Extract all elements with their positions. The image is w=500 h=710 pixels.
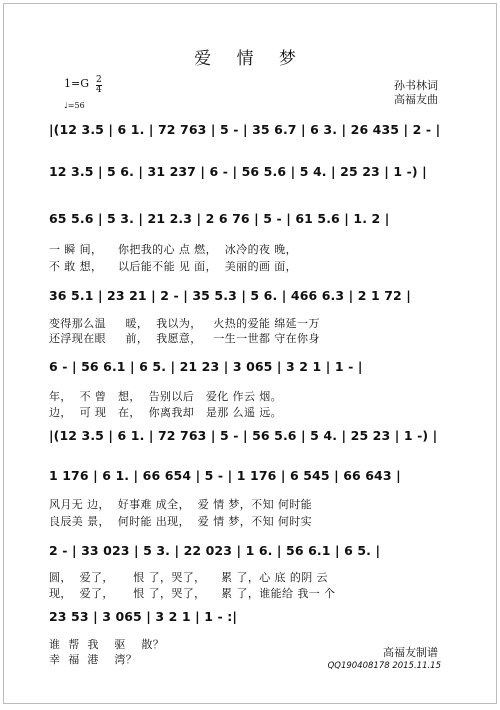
composer-credit: 高福友曲 [394,93,438,106]
score-line-5: 6 - | 56 6.1 | 6 5. | 21 23 | 3 065 | 3 2 1 | 1 - | [49,359,363,374]
score-line-1: |(12 3.5 | 6 1. | 72 763 | 5 - | 35 6.7 | 6 3. | 26 435 | 2 - | [49,122,441,137]
time-denominator: 4 [96,85,102,95]
score-line-6: |(12 3.5 | 6 1. | 72 763 | 5 - | 56 5.6 | 5 4. | 25 23 | 1 -) | [49,428,438,443]
lyrics-line-3b: 不 敢 想， 以后能不能 见 面， 美丽的画 面， [49,260,298,273]
score-line-9: 23 53 | 3 065 | 3 2 1 | 1 - :| [49,609,238,624]
lyrics-line-7b: 良辰美 景， 何时能 出现， 爱 情 梦，不知 何时实 [49,515,313,528]
lyrics-line-4a: 变得那么温 暖， 我以为， 火热的爱能 绵延一万 [49,317,320,330]
score-line-2: 12 3.5 | 5 6. | 31 237 | 6 - | 56 5.6 | 5 4. | 25 23 | 1 -) | [49,164,427,179]
lyrics-line-8b: 现， 爱了， 恨 了，哭了， 累 了，谁能给 我一 个 [49,587,336,600]
score-line-4: 36 5.1 | 23 21 | 2 - | 35 5.3 | 5 6. | 466 6.3 | 2 1 72 | [49,288,411,303]
lyrics-line-5a: 年， 不 曾 想， 告别以后 爱化 作云 烟。 [49,390,283,403]
lyricist-credit: 孙书林词 [394,79,438,92]
lyrics-line-7a: 风月无 边， 好事难 成全， 爱 情 梦，不知 何时能 [49,498,313,511]
score-line-3: 65 5.6 | 5 3. | 21 2.3 | 2 6 76 | 5 - | 61 5.6 | 1. 2 | [49,211,390,226]
lyrics-line-4b: 还浮现在眼 前， 我愿意， 一生一世都 守在你身 [49,332,320,345]
tempo-mark: ♩=56 [64,101,85,110]
lyrics-line-9b: 幸 福 港 湾？ [49,653,138,666]
score-maker: 高福友制谱 [383,646,438,659]
score-sheet [3,3,497,704]
key-signature: 1=G [64,77,90,90]
score-line-7: 1 176 | 6 1. | 66 654 | 5 - | 1 176 | 6 545 | 66 643 | [49,468,401,483]
lyrics-line-5b: 边， 可 现 在， 你离我却 是那 么遥 远。 [49,406,283,419]
lyrics-line-9a: 谁 帮 我 驱 散？ [49,638,165,651]
time-numerator: 2 [96,75,102,85]
lyrics-line-8a: 圆， 爱了， 恨 了，哭了， 累 了，心 底 的阴 云 [49,571,328,584]
time-signature [96,76,102,95]
score-line-8: 2 - | 33 023 | 5 3. | 22 023 | 1 6. | 56 6.1 | 6 5. | [49,543,381,558]
song-title: 爱 情 梦 [194,49,306,69]
contact-info: QQ190408178 2015.11.15 [327,661,441,671]
lyrics-line-3a: 一 瞬 间， 你把我的心 点 燃， 冰冷的夜 晚， [49,243,298,256]
